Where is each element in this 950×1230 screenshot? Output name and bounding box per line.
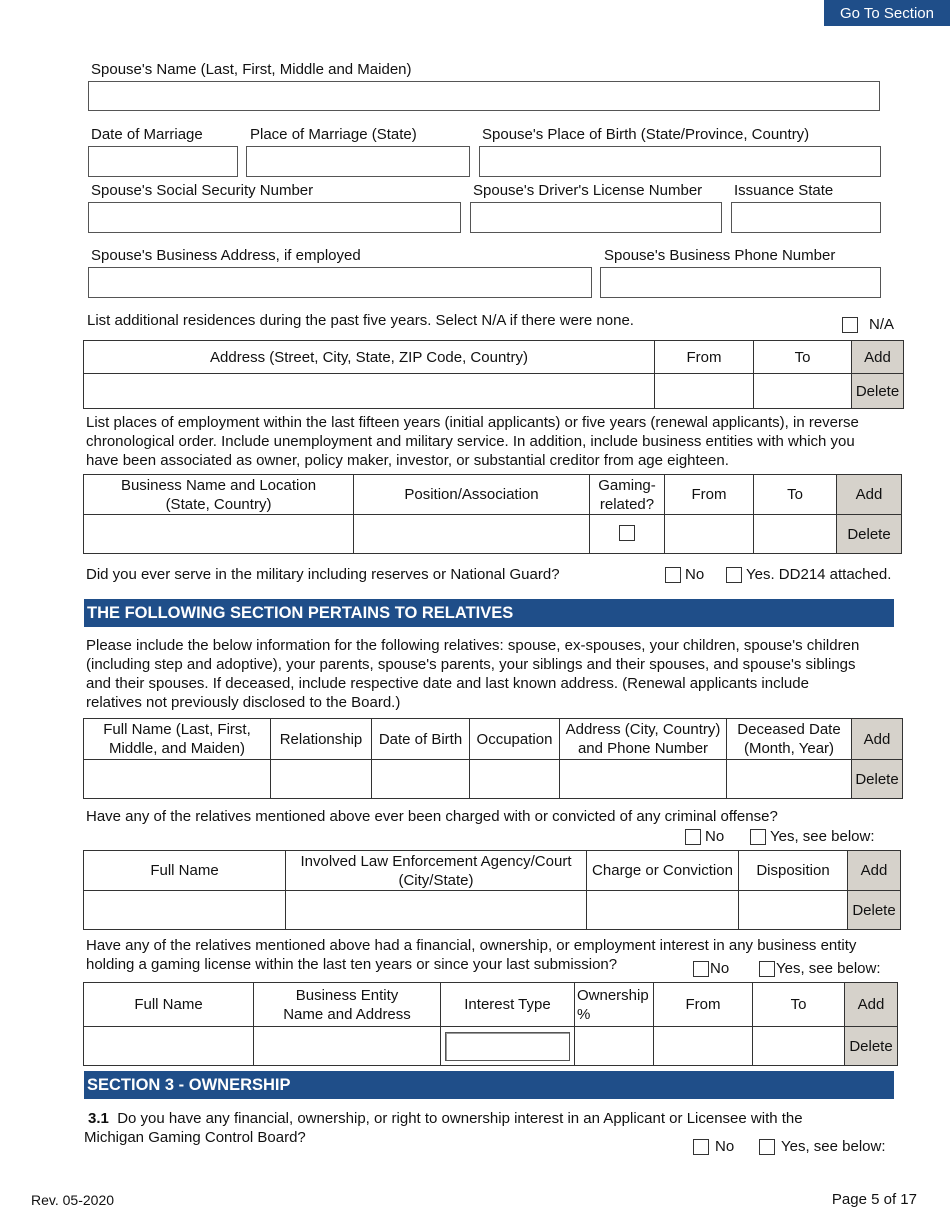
financial-delete-button[interactable]: Delete: [845, 1027, 898, 1066]
header-line: related?: [599, 495, 655, 513]
employment-instruction-line: have been associated as owner, policy maker, investor, or substantial creditor from age eighteen.: [86, 452, 729, 469]
header-line: Business Entity: [295, 986, 399, 1004]
question-number: 3.1: [88, 1110, 109, 1127]
business-phone-input[interactable]: [600, 267, 881, 298]
relative-relationship-header: Relationship: [271, 719, 372, 760]
employment-business-header: [84, 475, 354, 515]
financial-ownership-header: [575, 983, 654, 1027]
relative-address-cell[interactable]: [560, 760, 727, 799]
header-line: Address (City, Country): [565, 721, 721, 738]
checkbox-box[interactable]: [759, 1139, 775, 1155]
residences-table: [83, 340, 904, 409]
financial-from-header: From: [654, 983, 753, 1027]
employment-add-button[interactable]: Add: [837, 475, 902, 515]
relative-address-header: [560, 719, 727, 760]
residence-from-cell[interactable]: [655, 374, 754, 409]
page-number: Page 5 of 17: [831, 1191, 917, 1208]
header-line: Middle, and Maiden): [109, 740, 245, 757]
question-line: holding a gaming license within the last ten years or since your last submission?: [86, 956, 618, 973]
spouse-license-label: Spouse's Driver's License Number: [473, 182, 703, 199]
checkbox-box[interactable]: [842, 317, 858, 333]
header-line: Full Name (Last, First,: [103, 721, 251, 738]
no-label: No: [705, 828, 725, 845]
gaming-related-checkbox[interactable]: [619, 525, 635, 541]
business-address-input[interactable]: [88, 267, 592, 298]
criminal-delete-button[interactable]: Delete: [848, 891, 901, 930]
relative-deceased-header: [727, 719, 852, 760]
financial-name-header: Full Name: [84, 983, 254, 1027]
relative-deceased-cell[interactable]: [727, 760, 852, 799]
employment-to-cell[interactable]: [754, 515, 837, 554]
military-no-checkbox[interactable]: [665, 566, 704, 583]
spouse-birthplace-input[interactable]: [479, 146, 881, 177]
residence-from-header: From: [655, 341, 754, 374]
employment-position-cell[interactable]: [354, 515, 590, 554]
criminal-name-header: Full Name: [84, 851, 286, 891]
spouse-birthplace-label: Spouse's Place of Birth (State/Province, Country): [482, 126, 810, 143]
checkbox-box[interactable]: [685, 829, 701, 845]
checkbox-box[interactable]: [693, 961, 709, 977]
employment-delete-button[interactable]: Delete: [837, 515, 902, 554]
residences-na-checkbox[interactable]: [842, 316, 894, 333]
header-line: and Phone Number: [577, 740, 709, 757]
header-line: (State, Country): [165, 495, 272, 513]
residence-delete-button[interactable]: Delete: [852, 374, 904, 409]
residence-address-cell[interactable]: [84, 374, 655, 409]
spouse-name-input[interactable]: [88, 81, 880, 111]
residence-address-header: Address (Street, City, State, ZIP Code, Country): [84, 341, 655, 374]
financial-to-header: To: [753, 983, 845, 1027]
na-label: N/A: [869, 316, 895, 333]
issuance-state-label: Issuance State: [734, 182, 834, 199]
employment-instruction: [86, 413, 859, 470]
financial-from-cell[interactable]: [654, 1027, 753, 1066]
spouse-license-input[interactable]: [470, 202, 722, 233]
intro-line: relatives not previously disclosed to the Board.): [86, 694, 401, 711]
financial-ownership-cell[interactable]: [575, 1027, 654, 1066]
employment-to-header: To: [754, 475, 837, 515]
checkbox-box[interactable]: [759, 961, 775, 977]
relative-occupation-cell[interactable]: [470, 760, 560, 799]
residences-instruction: List additional residences during the past five years. Select N/A if there were none.: [87, 312, 634, 329]
header-line: Business Name and Location: [120, 476, 317, 494]
residence-to-cell[interactable]: [754, 374, 852, 409]
issuance-state-input[interactable]: [731, 202, 881, 233]
criminal-agency-cell[interactable]: [286, 891, 587, 930]
relative-occupation-header: Occupation: [470, 719, 560, 760]
header-line: Name and Address: [283, 1005, 411, 1023]
criminal-add-button[interactable]: Add: [848, 851, 901, 891]
no-label: No: [710, 960, 730, 977]
relatives-table: [83, 718, 903, 799]
section-3-header: SECTION 3 - OWNERSHIP: [84, 1071, 894, 1099]
section-3-no-checkbox[interactable]: [693, 1138, 734, 1155]
revision-label: Rev. 05-2020: [31, 1192, 115, 1208]
header-line: Gaming-: [598, 476, 656, 494]
financial-yes-checkbox[interactable]: [759, 960, 881, 977]
employment-from-header: From: [665, 475, 754, 515]
question-line: Have any of the relatives mentioned above had a financial, ownership, or employment interest in any business entity: [86, 937, 857, 954]
residence-add-button[interactable]: Add: [852, 341, 904, 374]
financial-to-cell[interactable]: [753, 1027, 845, 1066]
financial-entity-header: [254, 983, 441, 1027]
relative-name-cell[interactable]: [84, 760, 271, 799]
yes-label: Yes, see below:: [770, 828, 875, 845]
business-phone-label: Spouse's Business Phone Number: [604, 247, 836, 264]
marriage-place-input[interactable]: [246, 146, 470, 177]
section-3-yes-checkbox[interactable]: [759, 1138, 886, 1155]
military-question: Did you ever serve in the military including reserves or National Guard?: [86, 566, 560, 583]
criminal-yes-checkbox[interactable]: [750, 828, 875, 845]
checkbox-box[interactable]: [750, 829, 766, 845]
relatives-section-header: THE FOLLOWING SECTION PERTAINS TO RELATIVES: [84, 599, 894, 627]
intro-line: Please include the below information for the following relatives: spouse, ex-spouses, your children, spouse's children: [86, 637, 860, 654]
financial-add-button[interactable]: Add: [845, 983, 898, 1027]
criminal-charge-cell[interactable]: [587, 891, 739, 930]
financial-no-checkbox[interactable]: [693, 960, 729, 977]
question-line: Michigan Gaming Control Board?: [84, 1129, 306, 1146]
intro-line: (including step and adoptive), your parents, spouse's parents, your siblings and their spouses, and spouse's siblings: [86, 656, 856, 673]
interest-type-dropdown[interactable]: [445, 1032, 570, 1061]
question-text: Do you have any financial, ownership, or right to ownership interest in an Applicant or Licensee with the: [117, 1110, 803, 1127]
financial-name-cell[interactable]: [84, 1027, 254, 1066]
residence-to-header: To: [754, 341, 852, 374]
criminal-agency-header: [286, 851, 587, 891]
header-line: Ownership: [577, 986, 649, 1004]
criminal-disposition-header: Disposition: [739, 851, 848, 891]
header-line: Involved Law Enforcement Agency/Court: [300, 852, 572, 870]
checkbox-box[interactable]: [726, 567, 742, 583]
spouse-ssn-input[interactable]: [88, 202, 461, 233]
checkbox-box[interactable]: [693, 1139, 709, 1155]
financial-entity-cell[interactable]: [254, 1027, 441, 1066]
criminal-table: [83, 850, 901, 930]
header-line: (Month, Year): [743, 740, 835, 757]
no-label: No: [715, 1138, 735, 1155]
criminal-disposition-cell[interactable]: [739, 891, 848, 930]
employment-instruction-line: List places of employment within the last fifteen years (initial applicants) or five years (renewal applicants), in reverse: [86, 414, 859, 431]
relatives-intro: [86, 636, 859, 712]
relative-relationship-cell[interactable]: [271, 760, 372, 799]
criminal-name-cell[interactable]: [84, 891, 286, 930]
marriage-place-label: Place of Marriage (State): [250, 126, 417, 143]
military-yes-checkbox[interactable]: [726, 566, 891, 583]
relative-dob-cell[interactable]: [372, 760, 470, 799]
no-label: No: [685, 566, 705, 583]
employment-from-cell[interactable]: [665, 515, 754, 554]
relative-name-header: [84, 719, 271, 760]
employment-gaming-cell: [590, 515, 665, 554]
yes-label: Yes, see below:: [781, 1138, 886, 1155]
yes-label: Yes. DD214 attached.: [746, 566, 892, 583]
relative-dob-header: Date of Birth: [372, 719, 470, 760]
employment-position-header: Position/Association: [354, 475, 590, 515]
header-line: (City/State): [398, 871, 474, 889]
financial-interest-cell: [441, 1027, 575, 1066]
business-address-label: Spouse's Business Address, if employed: [91, 247, 361, 264]
spouse-name-label: Spouse's Name (Last, First, Middle and Maiden): [91, 61, 412, 78]
criminal-no-checkbox[interactable]: [685, 828, 724, 845]
go-to-section-button[interactable]: Go To Section: [824, 0, 950, 26]
financial-question: [86, 936, 856, 974]
relative-delete-button[interactable]: Delete: [852, 760, 903, 799]
relative-add-button[interactable]: Add: [852, 719, 903, 760]
header-line: %: [577, 1005, 591, 1023]
employment-table: [83, 474, 902, 554]
yes-label: Yes, see below:: [776, 960, 881, 977]
question-line: [84, 1109, 803, 1128]
financial-interest-header: Interest Type: [441, 983, 575, 1027]
employment-gaming-header: [590, 475, 665, 515]
employment-instruction-line: chronological order. Include unemployment and military service. In addition, include business entities with which you: [86, 433, 855, 450]
checkbox-box[interactable]: [665, 567, 681, 583]
intro-line: and their spouses. If deceased, include respective date and last known address. (Renewal applicants include: [86, 675, 809, 692]
header-line: Deceased Date: [737, 721, 841, 738]
criminal-charge-header: Charge or Conviction: [587, 851, 739, 891]
marriage-date-label: Date of Marriage: [91, 126, 203, 143]
employment-business-cell[interactable]: [84, 515, 354, 554]
criminal-question: Have any of the relatives mentioned above ever been charged with or convicted of any criminal offense?: [86, 808, 778, 825]
spouse-ssn-label: Spouse's Social Security Number: [91, 182, 314, 199]
financial-table: [83, 982, 898, 1066]
marriage-date-input[interactable]: [88, 146, 238, 177]
